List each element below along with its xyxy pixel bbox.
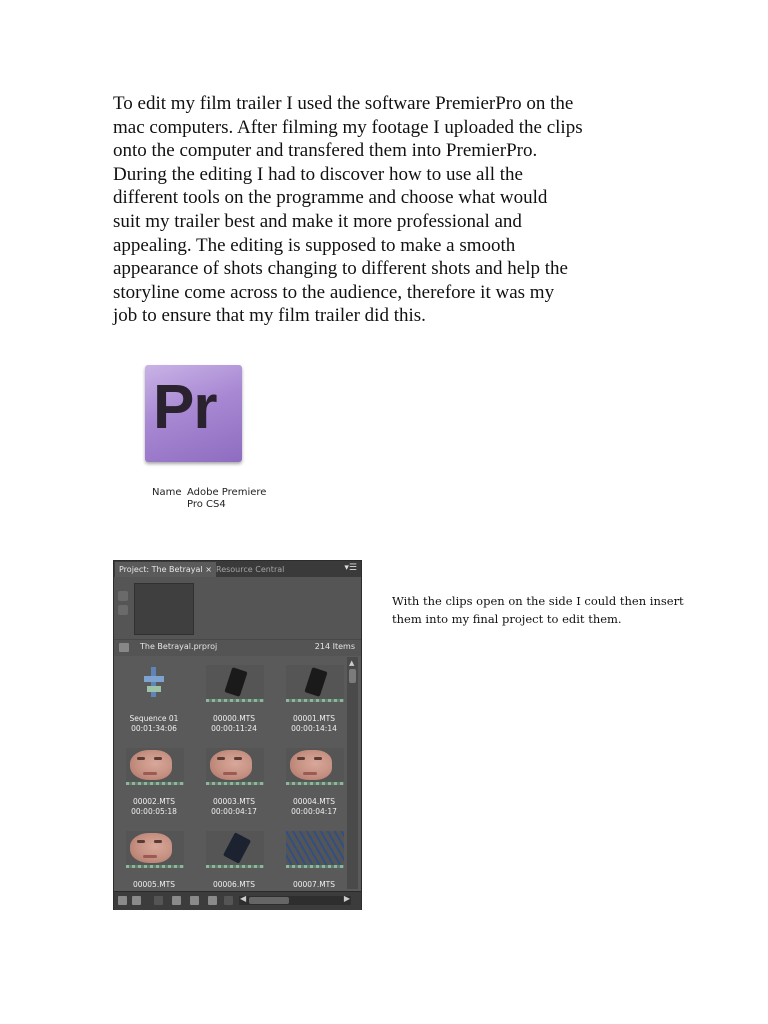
clip-name: 00002.MTS [132, 797, 176, 806]
clip-name: 00001.MTS [292, 714, 336, 723]
side-caption [392, 592, 732, 628]
new-item-icon[interactable] [208, 896, 217, 905]
clip-name: 00003.MTS [212, 797, 256, 806]
panel-tab-bar [114, 561, 361, 577]
paragraph-line: During the editing I had to discover how to use all the [113, 163, 523, 185]
clear-icon[interactable] [224, 896, 233, 905]
preview-side-icons [118, 591, 130, 627]
audio-waveform-bar [126, 865, 184, 868]
paragraph-line: different tools on the programme and choose what would [113, 187, 548, 209]
tab-project-label: Project: The Betrayal [119, 565, 203, 574]
horizontal-scrollbar[interactable] [239, 896, 351, 905]
clip-item[interactable] [116, 740, 192, 822]
find-icon[interactable] [172, 896, 181, 905]
caption-line: them into my final project to edit them. [392, 612, 622, 626]
list-view-icon[interactable] [118, 896, 127, 905]
paragraph-line: onto the computer and transfered them into PremierPro. [113, 140, 538, 162]
clip-item[interactable] [196, 823, 272, 889]
item-count: 214 Items [314, 642, 355, 651]
icon-view-icon[interactable] [132, 896, 141, 905]
clip-duration: 00:00:04:17 [211, 807, 257, 816]
clip-duration: 00:00:14:14 [291, 724, 337, 733]
preview-area [114, 577, 361, 639]
vertical-scrollbar[interactable] [347, 657, 358, 889]
paragraph-line: suit my trailer best and make it more professional and [113, 210, 522, 232]
audio-waveform-bar [206, 782, 264, 785]
paragraph-line: mac computers. After filming my footage I uploaded the clips [113, 116, 583, 138]
clip-item[interactable] [196, 740, 272, 822]
clip-name: 00004.MTS [292, 797, 336, 806]
preview-thumbnail [134, 583, 194, 635]
clip-item[interactable] [276, 657, 346, 739]
panel-menu-icon[interactable]: ▾☰ [344, 563, 357, 573]
face-thumbnail [206, 748, 264, 782]
audio-waveform-bar [126, 782, 184, 785]
paragraph-line: To edit my film trailer I used the software PremierPro on the [113, 93, 574, 114]
phone-thumbnail [206, 665, 264, 699]
phone-closeup-thumbnail [206, 831, 264, 865]
paragraph-line: storyline come across to the audience, therefore it was my [113, 281, 555, 303]
clip-item[interactable] [116, 657, 192, 739]
automate-to-sequence-icon[interactable] [154, 896, 163, 905]
audio-waveform-bar [206, 699, 264, 702]
tab-resource-central[interactable]: Resource Central [216, 565, 285, 574]
railing-thumbnail [286, 831, 344, 865]
project-panel-screenshot [113, 560, 362, 910]
audio-waveform-bar [206, 865, 264, 868]
scroll-thumb[interactable] [249, 897, 289, 904]
face-thumbnail [126, 831, 184, 865]
clip-name: 00000.MTS [212, 714, 256, 723]
panel-bottom-toolbar [114, 891, 361, 910]
clip-name: 00006.MTS [212, 880, 256, 889]
audio-waveform-bar [286, 699, 344, 702]
project-info-row [114, 639, 361, 656]
name-label: Name [152, 487, 182, 498]
new-bin-icon[interactable] [190, 896, 199, 905]
poster-frame-icon[interactable] [118, 605, 128, 615]
clip-item[interactable] [276, 823, 346, 889]
sequence-icon [144, 667, 164, 697]
scroll-right-icon[interactable]: ▶ [343, 894, 350, 903]
paragraph-line: job to ensure that my film trailer did this. [113, 305, 426, 327]
audio-waveform-bar [286, 782, 344, 785]
clip-duration: 00:00:05:18 [131, 807, 177, 816]
premiere-pro-logo-text: Pr [153, 373, 217, 442]
face-thumbnail [286, 748, 344, 782]
clip-name: 00007.MTS [292, 880, 336, 889]
clip-duration: 00:00:11:24 [211, 724, 257, 733]
clip-item[interactable] [116, 823, 192, 889]
scroll-left-icon[interactable]: ◀ [240, 894, 247, 903]
phone-thumbnail [286, 665, 344, 699]
paragraph-line: appearance of shots changing to different shots and help the [113, 258, 568, 280]
intro-paragraph [113, 92, 673, 328]
play-icon[interactable] [118, 591, 128, 601]
clip-item[interactable] [196, 657, 272, 739]
tab-project[interactable] [115, 562, 216, 577]
clip-grid [116, 657, 346, 889]
audio-waveform-bar [286, 865, 344, 868]
scroll-thumb[interactable] [349, 669, 356, 683]
bin-icon [119, 643, 129, 652]
clip-name: Sequence 01 [129, 714, 179, 723]
clip-duration: 00:01:34:06 [131, 724, 177, 733]
clip-duration: 00:00:04:17 [291, 807, 337, 816]
project-file-name: The Betrayal.prproj [140, 642, 218, 651]
close-icon[interactable]: × [205, 565, 212, 574]
scroll-up-icon[interactable]: ▲ [349, 659, 355, 667]
paragraph-line: appealing. The editing is supposed to make a smooth [113, 234, 516, 256]
face-thumbnail [126, 748, 184, 782]
premiere-pro-icon [145, 365, 242, 462]
name-value: Adobe Premiere Pro CS4 [187, 487, 267, 510]
clip-item[interactable] [276, 740, 346, 822]
caption-line: With the clips open on the side I could then insert [392, 594, 684, 608]
clip-name: 00005.MTS [132, 880, 176, 889]
